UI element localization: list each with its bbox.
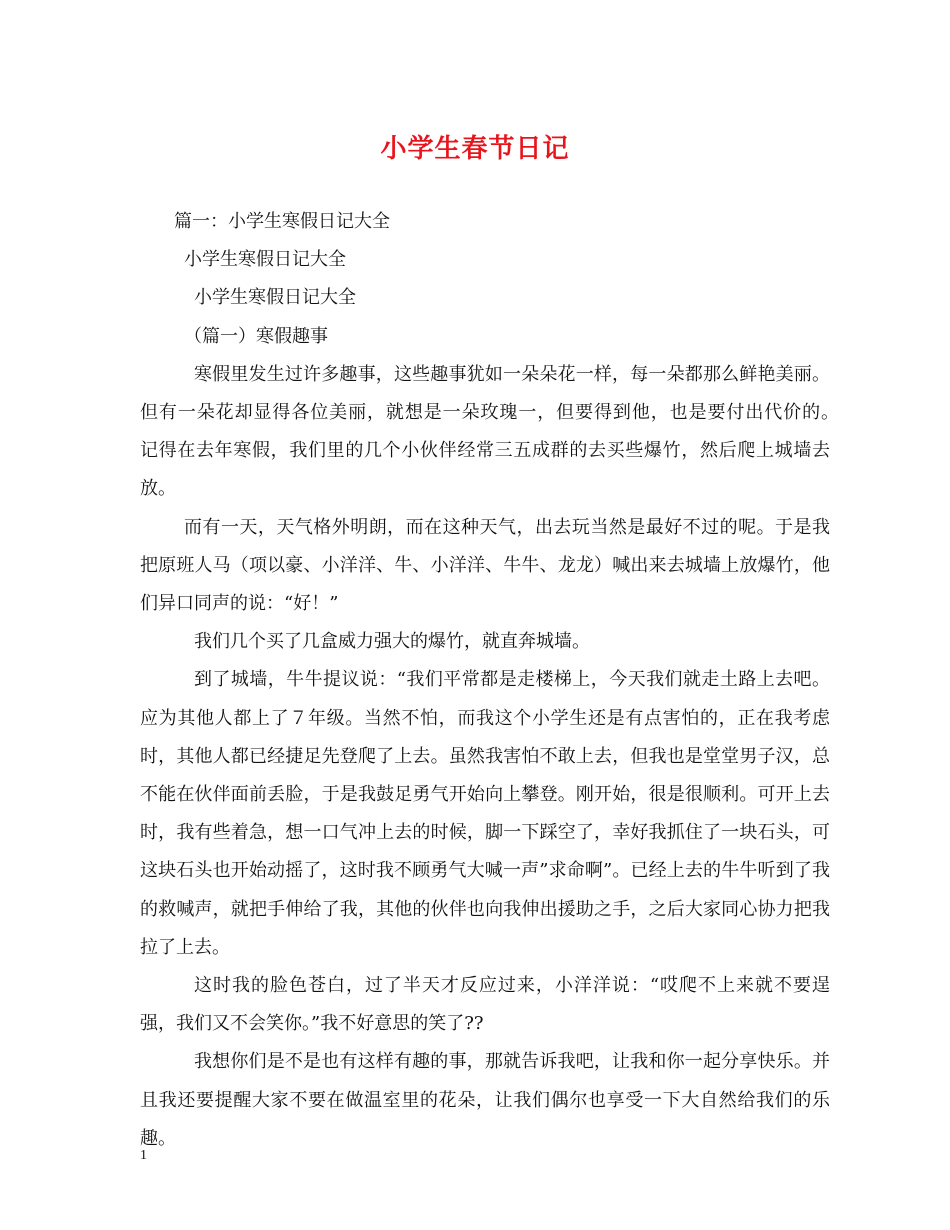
heading-collection: 小学生寒假日记大全 (184, 249, 346, 271)
heading-section-one: （篇一）寒假趣事 (184, 325, 328, 347)
heading-part-one: 篇一：小学生寒假日记大全 (174, 211, 390, 232)
heading-collection-repeat: 小学生寒假日记大全 (194, 287, 356, 309)
paragraph-6: 我想你们是不是也有这样有趣的事，那就告诉我吧，让我和你一起分享快乐。并且我还要提醒大家不要在做温室里的花朵，让我们偶尔也享受一下大自然给我们的乐趣。 (140, 1051, 830, 1149)
paragraph-2: 而有一天，天气格外明朗，而在这种天气，出去玩当然是最好不过的呢。于是我把原班人马（项以豪、小洋洋、牛、小洋洋、牛牛、龙龙）喊出来去城墙上放爆竹，他们异口同声的说：“好！” (140, 516, 830, 614)
paragraph-1: 寒假里发生过许多趣事，这些趣事犹如一朵朵花一样，每一朵都那么鲜艳美丽。但有一朵花却显得各位美丽，就想是一朵玫瑰一，但要得到他，也是要付出代价的。 记得在去年寒假，我们里的几个小伙伴经常三五成群的去买些爆竹，然后爬上城墙去放。 (140, 363, 848, 500)
page-number: 1 (140, 1148, 147, 1163)
paragraph-4: 到了城墙，牛牛提议说：“我们平常都是走楼梯上，今天我们就走土路上去吧。应为其他人都上了７年级。当然不怕，而我这个小学生还是有点害怕的，正在我考虑时，其他人都已经捷足先登爬了上去。虽然我害怕不敢上去，但我也是堂堂男子汉，总不能在伙伴面前丢脸，于是我鼓足勇气开始向上攀登。刚开始，很是很顺利。可开上去时，我有些着急，想一口气冲上去的时候，脚一下踩空了，幸好我抓住了一块石头，可这块石头也开始动摇了，这时我不顾勇气大喊一声”求命啊”。已经上去的牛牛听到了我的救喊声，就把手伸给了我，其他的伙伴也向我伸出援助之手，之后大家同心协力把我拉了上去。 (140, 669, 830, 958)
document-body (140, 203, 848, 1158)
paragraph-5: 这时我的脸色苍白，过了半天才反应过来，小洋洋说：“哎爬不上来就不要逞强，我们又不会笑你。”我不好意思的笑了?? (140, 975, 830, 1035)
document-title: 小学生春节日记 (380, 134, 570, 164)
paragraph-3: 我们几个买了几盒威力强大的爆竹，就直奔城墙。 (194, 631, 590, 653)
